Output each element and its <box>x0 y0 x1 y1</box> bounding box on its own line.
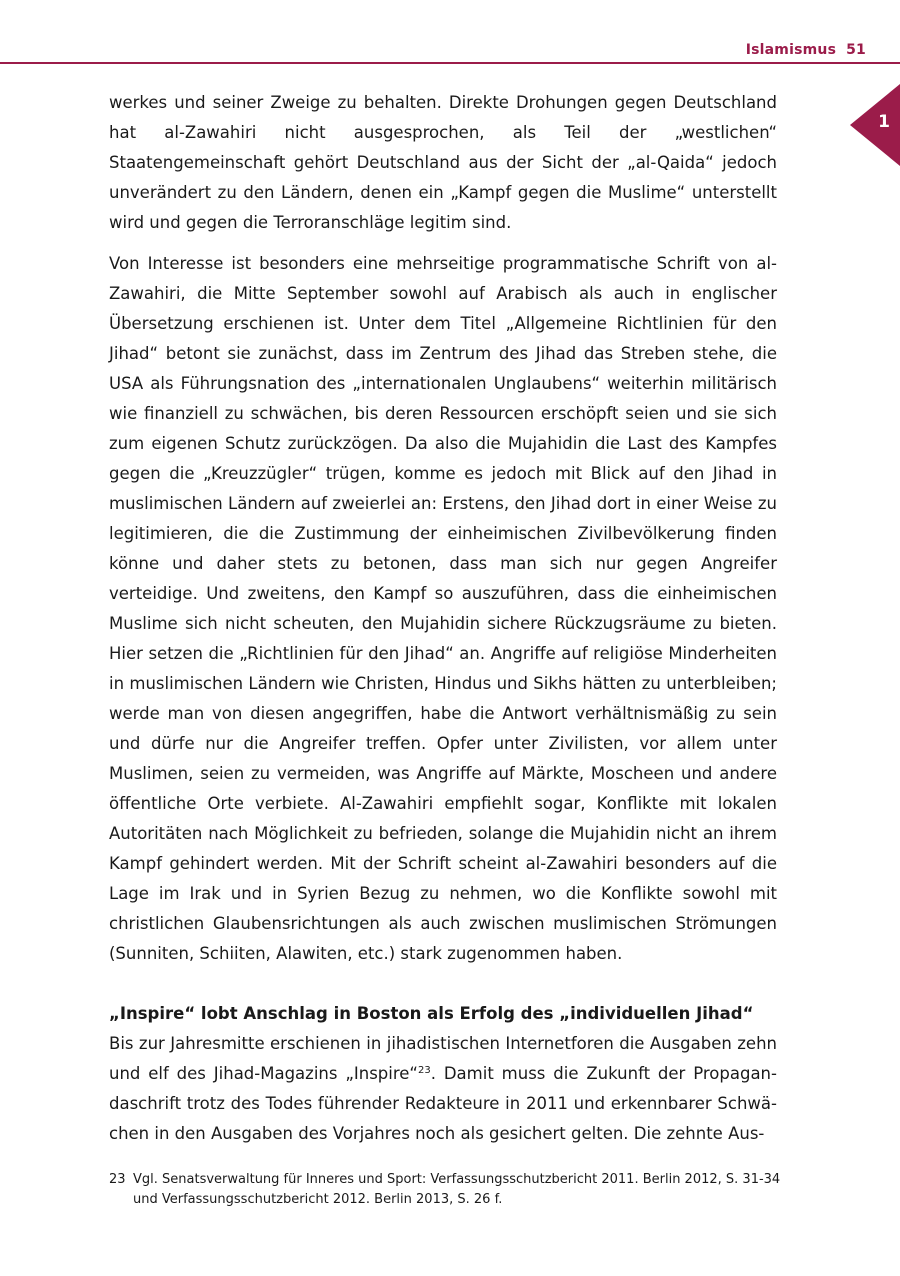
chapter-tab <box>850 84 900 166</box>
footnote-reference[interactable]: 23 <box>417 1065 431 1076</box>
footnote-text: Vgl. Senatsverwaltung für Inneres und Sport: Verfassungsschutzbericht 2011. Berlin 2012, S. 31-34 und Verfassungsschutzbericht 2012. Berlin 2013, S. 26 f. <box>133 1172 781 1207</box>
chapter-number: 1 <box>878 112 890 132</box>
running-header <box>0 30 900 64</box>
footnote-number: 23 <box>109 1172 126 1187</box>
header-section-title: Islamismus <box>745 42 837 58</box>
header-page-number: 51 <box>846 42 866 58</box>
header-text <box>746 42 866 58</box>
paragraph-2: Von Interesse ist besonders eine mehrseitige programmatische Schrift von al-Zawahiri, die Mitte September sowohl auf Arabisch als auch in englischer Übersetzung erschienen ist. Unter dem Titel „Allgemeine Richtlinien für den Jihad“ betont sie zunächst, dass im Zentrum des Jihad das Streben stehe, die USA als Führungsnation des „internationalen Unglaubens“ weiterhin militärisch wie finanziell zu schwächen, bis deren Ressourcen erschöpft seien und sie sich zum eigenen Schutz zurückzögen. Da also die Mujahidin die Last des Kampfes gegen die „Kreuzzügler“ trügen, komme es jedoch mit Blick auf den Jihad in muslimischen Ländern auf zweierlei an: Erstens, den Jihad dort in einer Weise zu legitimieren, die die Zustimmung der einheimischen Zivilbevölkerung finden könne und daher stets zu betonen, dass man sich nur gegen Angreifer verteidige. Und zweitens, den Kampf so auszuführen, dass die einheimischen Muslime sich nicht scheuten, den Mujahidin sichere Rückzugsräume zu bieten. Hier setzen die „Richtlinien für den Jihad“ an. Angriffe auf religiöse Minderheiten in muslimischen Ländern wie Christen, Hindus und Sikhs hätten zu unterbleiben; werde man von diesen angegriffen, habe die Antwort verhältnismäßig zu sein und dürfe nur die Angreifer treffen. Opfer unter Zivilisten, vor allem unter Muslimen, seien zu vermeiden, was Angriffe auf Märkte, Moscheen und andere öffentliche Orte verbiete. Al-Zawahiri empfiehlt sogar, Konflikte mit lokalen Autoritäten nach Möglichkeit zu befrieden, solange die Mujahidin nicht an ihrem Kampf gehindert werden. Mit der Schrift scheint al-Zawahiri besonders auf die Lage im Irak und in Syrien Bezug zu nehmen, wo die Konflikte sowohl mit christlichen Glaubensrichtungen als auch zwischen muslimischen Strömungen (Sunniten, Schiiten, Alawiten, etc.) stark zugenommen haben. <box>109 254 777 963</box>
section-heading: „Inspire“ lobt Anschlag in Boston als Erfolg des „individuellen Jihad“ <box>109 1004 754 1023</box>
paragraph-3-text-after-ref: . Damit muss die Zukunft der Propagandaschrift trotz des Todes führender Redakteure in 2011 und erkennbarer Schwächen in den Ausgaben des Vorjahres noch als gesichert gelten. Die zehnte Aus- <box>109 1064 777 1143</box>
paragraph-3-text-before-ref: Bis zur Jahresmitte erschienen in jihadistischen Internetforen die Ausgaben zehn und elf des Jihad-Magazins „Inspire“ <box>109 1034 777 1083</box>
main-text <box>109 88 777 1149</box>
paragraph-1: werkes und seiner Zweige zu behalten. Direkte Drohungen gegen Deutschland hat al-Zawahiri nicht ausgesprochen, als Teil der „westlichen“ Staatengemeinschaft gehört Deutschland aus der Sicht der „al-Qaida“ jedoch unverändert zu den Ländern, denen ein „Kampf gegen die Muslime“ unterstellt wird und gegen die Terroranschläge legitim sind. <box>109 93 777 232</box>
footnote <box>109 1170 781 1210</box>
paragraph-3 <box>109 1029 777 1149</box>
